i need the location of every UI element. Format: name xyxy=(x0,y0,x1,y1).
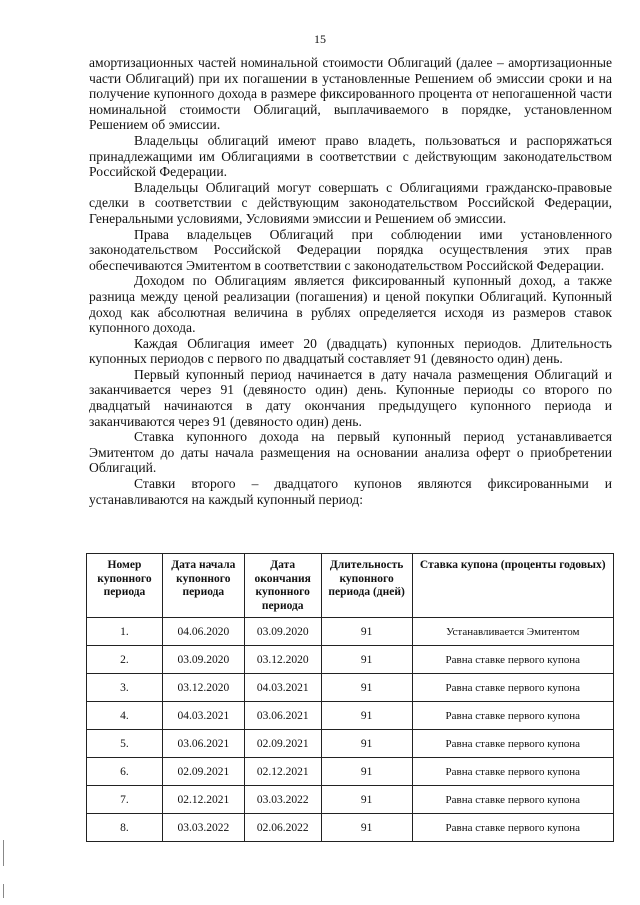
cell-duration: 91 xyxy=(321,674,412,702)
cell-coupon-rate: Равна ставке первого купона xyxy=(412,674,613,702)
paragraph: Владельцы облигаций имеют право владеть, пользоваться и распоряжаться принадлежащими им Облигациями в соответствии с действующим законодательством Российской Федерации. xyxy=(89,132,612,180)
table-row xyxy=(87,674,614,702)
table-header-row xyxy=(87,554,614,618)
cell-end-date: 02.12.2021 xyxy=(244,758,321,786)
cell-duration: 91 xyxy=(321,702,412,730)
header-coupon-rate: Ставка купона (проценты годовых) xyxy=(412,554,613,618)
page-number: 15 xyxy=(314,32,326,46)
cell-duration: 91 xyxy=(321,646,412,674)
table-row xyxy=(87,618,614,646)
cell-start-date: 02.09.2021 xyxy=(162,758,244,786)
cell-coupon-number: 7. xyxy=(87,786,163,814)
cell-end-date: 03.06.2021 xyxy=(244,702,321,730)
cell-coupon-rate: Устанавливается Эмитентом xyxy=(412,618,613,646)
cell-duration: 91 xyxy=(321,814,412,842)
paragraph: амортизационных частей номинальной стоимости Облигаций (далее – амортизационные части Облигаций) при их погашении в установленные Решением об эмиссии сроки и на получение купонного дохода в размере фиксированного процента от непогашенной части номинальной стоимости Облигаций, выплачиваемого в порядке, установленном Решением об эмиссии. xyxy=(89,55,612,133)
cell-start-date: 04.06.2020 xyxy=(162,618,244,646)
cell-start-date: 03.12.2020 xyxy=(162,674,244,702)
cell-coupon-rate: Равна ставке первого купона xyxy=(412,730,613,758)
cell-end-date: 02.09.2021 xyxy=(244,730,321,758)
coupon-schedule-table xyxy=(86,553,614,842)
cell-coupon-number: 6. xyxy=(87,758,163,786)
table-row xyxy=(87,730,614,758)
cell-duration: 91 xyxy=(321,786,412,814)
cell-end-date: 03.09.2020 xyxy=(244,618,321,646)
cell-start-date: 03.06.2021 xyxy=(162,730,244,758)
cell-coupon-number: 5. xyxy=(87,730,163,758)
paragraph: Права владельцев Облигаций при соблюдении ими установленного законодательством Российской Федерации порядка осуществления этих прав обеспечиваются Эмитентом в соответствии с законодательством Российской Федерации. xyxy=(89,226,612,273)
header-start-date: Дата начала купонного периода xyxy=(162,554,244,618)
cell-duration: 91 xyxy=(321,730,412,758)
cell-end-date: 03.03.2022 xyxy=(244,786,321,814)
table-row xyxy=(87,702,614,730)
header-duration: Длительность купонного периода (дней) xyxy=(321,554,412,618)
scan-edge-mark xyxy=(3,884,4,898)
cell-start-date: 03.03.2022 xyxy=(162,814,244,842)
cell-coupon-number: 3. xyxy=(87,674,163,702)
header-end-date: Дата окончания купонного периода xyxy=(244,554,321,618)
scan-edge-mark xyxy=(3,840,4,866)
cell-coupon-rate: Равна ставке первого купона xyxy=(412,702,613,730)
cell-coupon-rate: Равна ставке первого купона xyxy=(412,786,613,814)
cell-coupon-rate: Равна ставке первого купона xyxy=(412,646,613,674)
table-row xyxy=(87,814,614,842)
cell-duration: 91 xyxy=(321,758,412,786)
table-row xyxy=(87,646,614,674)
header-coupon-number: Номер купонного периода xyxy=(87,554,163,618)
cell-duration: 91 xyxy=(321,618,412,646)
cell-coupon-number: 8. xyxy=(87,814,163,842)
table-row xyxy=(87,758,614,786)
cell-end-date: 02.06.2022 xyxy=(244,814,321,842)
paragraph: Владельцы Облигаций могут совершать с Облигациями гражданско-правовые сделки в соответствии с действующим законодательством Российской Федерации, Генеральными условиями, Условиями эмиссии и Решением об эмиссии. xyxy=(89,179,612,226)
cell-coupon-rate: Равна ставке первого купона xyxy=(412,758,613,786)
cell-start-date: 02.12.2021 xyxy=(162,786,244,814)
paragraph: Доходом по Облигациям является фиксированный купонный доход, а также разница между ценой реализации (погашения) и ценой покупки Облигаций. Купонный доход как абсолютная величина в рублях определяется исходя из размеров ставок купонного дохода. xyxy=(89,273,612,336)
table-row xyxy=(87,786,614,814)
paragraph: Каждая Облигация имеет 20 (двадцать) купонных периодов. Длительность купонных периодов с первого по двадцатый составляет 91 (девяносто один) день. xyxy=(89,335,612,367)
paragraph: Первый купонный период начинается в дату начала размещения Облигаций и заканчивается через 91 (девяносто один) день. Купонные периоды со второго по двадцатый начинаются в дату окончания предыдущего купонного периода и заканчиваются через 91 (девяносто один) день. xyxy=(89,366,612,429)
cell-end-date: 03.12.2020 xyxy=(244,646,321,674)
cell-coupon-rate: Равна ставке первого купона xyxy=(412,814,613,842)
paragraph: Ставка купонного дохода на первый купонный период устанавливается Эмитентом до даты начала размещения на основании анализа оферт о приобретении Облигаций. xyxy=(89,429,612,476)
cell-coupon-number: 4. xyxy=(87,702,163,730)
paragraph: Ставки второго – двадцатого купонов являются фиксированными и устанавливаются на каждый купонный период: xyxy=(89,476,612,507)
cell-end-date: 04.03.2021 xyxy=(244,674,321,702)
cell-coupon-number: 2. xyxy=(87,646,163,674)
body-text xyxy=(89,55,612,507)
cell-start-date: 04.03.2021 xyxy=(162,702,244,730)
cell-coupon-number: 1. xyxy=(87,618,163,646)
cell-start-date: 03.09.2020 xyxy=(162,646,244,674)
